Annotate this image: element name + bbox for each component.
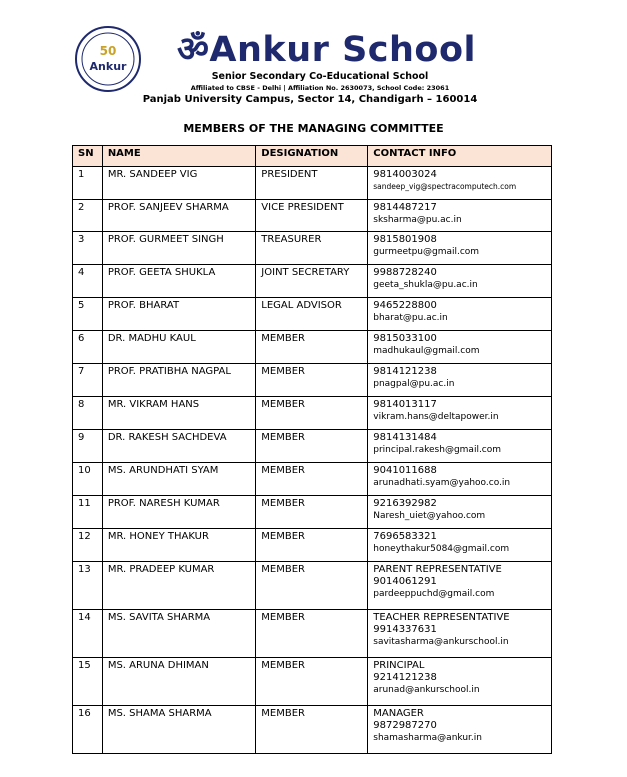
- cell-sn: 11: [73, 496, 103, 529]
- contact-email: gurmeetpu@gmail.com: [373, 247, 480, 257]
- cell-sn: 12: [73, 529, 103, 562]
- cell-sn: 1: [73, 167, 103, 200]
- cell-name: MS. SAVITA SHARMA: [102, 610, 255, 658]
- cell-designation: MEMBER: [256, 562, 368, 610]
- contact-phone: 9216392982: [373, 498, 437, 509]
- contact-email: bharat@pu.ac.in: [373, 313, 448, 323]
- cell-contact: [368, 529, 552, 562]
- cell-designation: MEMBER: [256, 430, 368, 463]
- cell-sn: 4: [73, 265, 103, 298]
- contact-phone: 9815033100: [373, 333, 437, 344]
- table-row: [73, 463, 552, 496]
- committee-table: [72, 145, 552, 754]
- cell-sn: 8: [73, 397, 103, 430]
- table-row: [73, 496, 552, 529]
- table-row: [73, 331, 552, 364]
- cell-name: PROF. SANJEEV SHARMA: [102, 200, 255, 232]
- cell-name: PROF. GURMEET SINGH: [102, 232, 255, 265]
- cell-contact: [368, 265, 552, 298]
- svg-text:50: 50: [99, 44, 117, 58]
- contact-phone: 9214121238: [373, 672, 437, 683]
- cell-sn: 14: [73, 610, 103, 658]
- table-row: [73, 610, 552, 658]
- column-header-name: NAME: [102, 146, 255, 167]
- cell-name: MS. ARUNDHATI SYAM: [102, 463, 255, 496]
- contact-phone: 9814131484: [373, 432, 437, 443]
- cell-sn: 6: [73, 331, 103, 364]
- contact-role: PRINCIPAL: [373, 660, 425, 671]
- cell-sn: 9: [73, 430, 103, 463]
- contact-email: sandeep_vig@spectracomputech.com: [373, 182, 517, 191]
- cell-sn: 13: [73, 562, 103, 610]
- cell-contact: [368, 610, 552, 658]
- cell-contact: [368, 331, 552, 364]
- cell-sn: 2: [73, 200, 103, 232]
- school-address: Panjab University Campus, Sector 14, Chandigarh – 160014: [142, 94, 478, 105]
- table-row: [73, 562, 552, 610]
- cell-contact: [368, 397, 552, 430]
- cell-designation: MEMBER: [256, 658, 368, 706]
- cell-sn: 5: [73, 298, 103, 331]
- table-row: [73, 529, 552, 562]
- table-row: [73, 397, 552, 430]
- table-row: [73, 364, 552, 397]
- cell-designation: MEMBER: [256, 397, 368, 430]
- om-symbol-icon: ॐ: [177, 30, 210, 70]
- contact-email: Naresh_uiet@yahoo.com: [373, 511, 486, 521]
- letterhead: [0, 0, 627, 112]
- table-row: [73, 430, 552, 463]
- contact-email: pardeeppuchd@gmail.com: [373, 589, 495, 599]
- contact-email: principal.rakesh@gmail.com: [373, 445, 502, 455]
- cell-contact: [368, 364, 552, 397]
- cell-contact: [368, 430, 552, 463]
- cell-designation: PRESIDENT: [256, 167, 368, 200]
- cell-name: MR. VIKRAM HANS: [102, 397, 255, 430]
- cell-contact: [368, 496, 552, 529]
- contact-role: MANAGER: [373, 708, 424, 719]
- page-title: MEMBERS OF THE MANAGING COMMITTEE: [183, 122, 444, 135]
- cell-contact: [368, 298, 552, 331]
- cell-designation: MEMBER: [256, 706, 368, 754]
- contact-email: pnagpal@pu.ac.in: [373, 379, 455, 389]
- cell-name: PROF. PRATIBHA NAGPAL: [102, 364, 255, 397]
- cell-sn: 10: [73, 463, 103, 496]
- cell-name: MR. PRADEEP KUMAR: [102, 562, 255, 610]
- contact-phone: 9814121238: [373, 366, 437, 377]
- cell-name: MR. HONEY THAKUR: [102, 529, 255, 562]
- table-row: [73, 232, 552, 265]
- contact-phone: 9041011688: [373, 465, 437, 476]
- table-header-row: [73, 146, 552, 167]
- contact-phone: 9814013117: [373, 399, 437, 410]
- cell-designation: MEMBER: [256, 529, 368, 562]
- cell-designation: JOINT SECRETARY: [256, 265, 368, 298]
- column-header-designation: DESIGNATION: [256, 146, 368, 167]
- table-row: [73, 706, 552, 754]
- cell-name: MR. SANDEEP VIG: [102, 167, 255, 200]
- contact-email: honeythakur5084@gmail.com: [373, 544, 510, 554]
- table-row: [73, 167, 552, 200]
- cell-designation: TREASURER: [256, 232, 368, 265]
- cell-contact: [368, 463, 552, 496]
- cell-name: PROF. NARESH KUMAR: [102, 496, 255, 529]
- contact-email: arunadhati.syam@yahoo.co.in: [373, 478, 511, 488]
- table-row: [73, 200, 552, 232]
- cell-name: DR. RAKESH SACHDEVA: [102, 430, 255, 463]
- cell-contact: [368, 232, 552, 265]
- column-header-sn: SN: [73, 146, 103, 167]
- contact-email: sksharma@pu.ac.in: [373, 215, 462, 225]
- contact-phone: 9815801908: [373, 234, 437, 245]
- contact-email: geeta_shukla@pu.ac.in: [373, 280, 478, 290]
- contact-email: madhukaul@gmail.com: [373, 346, 480, 356]
- cell-name: PROF. GEETA SHUKLA: [102, 265, 255, 298]
- contact-phone: 9465228800: [373, 300, 437, 311]
- cell-sn: 15: [73, 658, 103, 706]
- svg-text:Ankur: Ankur: [89, 60, 127, 73]
- contact-email: arunad@ankurschool.in: [373, 685, 480, 695]
- cell-name: MS. ARUNA DHIMAN: [102, 658, 255, 706]
- school-name: ॐAnkur School: [177, 30, 477, 70]
- table-row: [73, 265, 552, 298]
- cell-designation: MEMBER: [256, 364, 368, 397]
- cell-contact: [368, 658, 552, 706]
- cell-sn: 3: [73, 232, 103, 265]
- cell-contact: [368, 562, 552, 610]
- contact-email: vikram.hans@deltapower.in: [373, 412, 499, 422]
- cell-sn: 16: [73, 706, 103, 754]
- cell-contact: [368, 167, 552, 200]
- contact-email: shamasharma@ankur.in: [373, 733, 482, 743]
- affiliation-line: Affiliated to CBSE - Delhi | Affiliation No. 2630073, School Code: 23061: [190, 84, 450, 92]
- contact-phone: 7696583321: [373, 531, 437, 542]
- cell-contact: [368, 706, 552, 754]
- cell-designation: MEMBER: [256, 463, 368, 496]
- contact-phone: 9814487217: [373, 202, 437, 213]
- cell-sn: 7: [73, 364, 103, 397]
- cell-designation: VICE PRESIDENT: [256, 200, 368, 232]
- contact-role: PARENT REPRESENTATIVE: [373, 564, 502, 575]
- column-header-contact: CONTACT INFO: [368, 146, 552, 167]
- cell-name: MS. SHAMA SHARMA: [102, 706, 255, 754]
- cell-designation: MEMBER: [256, 496, 368, 529]
- contact-phone: 9014061291: [373, 576, 437, 587]
- school-subtitle: Senior Secondary Co-Educational School: [211, 71, 429, 82]
- contact-role: TEACHER REPRESENTATIVE: [373, 612, 510, 623]
- cell-designation: LEGAL ADVISOR: [256, 298, 368, 331]
- cell-designation: MEMBER: [256, 331, 368, 364]
- school-logo-icon: [74, 25, 142, 93]
- contact-email: savitasharma@ankurschool.in: [373, 637, 509, 647]
- contact-phone: 9872987270: [373, 720, 437, 731]
- table-row: [73, 658, 552, 706]
- cell-name: DR. MADHU KAUL: [102, 331, 255, 364]
- cell-contact: [368, 200, 552, 232]
- contact-phone: 9988728240: [373, 267, 437, 278]
- table-row: [73, 298, 552, 331]
- cell-designation: MEMBER: [256, 610, 368, 658]
- contact-phone: 9814003024: [373, 169, 437, 180]
- cell-name: PROF. BHARAT: [102, 298, 255, 331]
- contact-phone: 9914337631: [373, 624, 437, 635]
